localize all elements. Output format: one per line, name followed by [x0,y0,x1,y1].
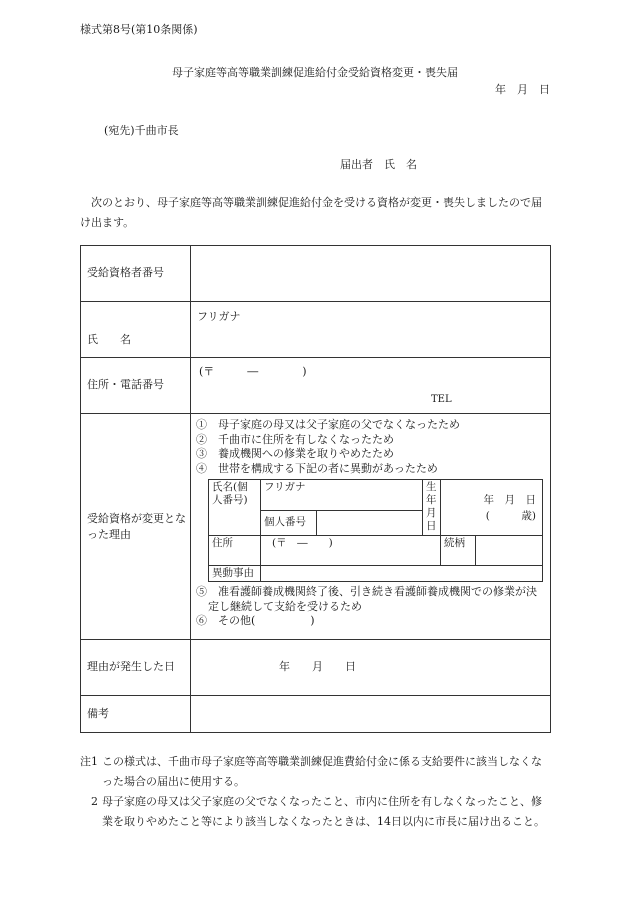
name-label: 氏 名 [81,302,191,358]
member-birth-field[interactable] [441,480,543,536]
row-cert-number [81,246,551,302]
occurrence-date-field[interactable] [191,640,551,696]
member-birth-date: 年 月 日 [483,493,536,506]
note-1-text: この様式は、千曲市母子家庭等高等職業訓練促進費給付金に係る支給要件に該当しなくなった場合の届出に使用する。 [102,755,542,788]
member-my-number-field[interactable] [317,511,423,536]
reason-item-6[interactable]: ⑥ その他( ) [196,614,315,628]
member-relation-label: 続柄 [441,536,476,566]
reason-label: 受給資格が変更となった理由 [81,414,191,640]
cert-number-label: 受給資格者番号 [81,246,191,302]
form-date: 年 月 日 [495,83,550,96]
reason-item-5[interactable]: ⑤ 准看護師養成機関終了後、引き続き看護師養成機関での修業が決定し継続して支給を受けるため [196,585,537,613]
member-birth-label: 生年月日 [423,480,441,536]
household-member-table [208,479,543,582]
member-change-reason-label: 異動事由 [209,566,261,582]
member-my-number-label: 個人番号 [261,511,317,536]
occurrence-date-fields: 年 月 日 [279,660,356,674]
member-furigana-field[interactable] [261,480,423,511]
note-2 [80,792,552,832]
member-furigana-label: フリガナ [264,481,306,493]
address-field[interactable] [191,358,551,414]
application-form-table [80,245,551,733]
form-title: 母子家庭等高等職業訓練促進給付金受給資格変更・喪失届 [172,66,458,79]
addressee: (宛先)千曲市長 [104,124,179,137]
member-change-reason-field[interactable] [261,566,543,582]
member-address-postal: (〒 ― ) [272,537,333,549]
row-address [81,358,551,414]
cert-number-field[interactable] [191,246,551,302]
remarks-field[interactable] [191,696,551,733]
reason-item-3[interactable]: ③ 養成機関への修業を取りやめたため [196,447,394,460]
note-1-number: 注1 [80,755,98,768]
member-age: ( 歳) [485,509,536,522]
note-2-number: 2 [91,795,98,808]
note-1 [80,752,552,792]
address-postal: (〒 ― ) [199,365,307,378]
row-occurrence-date [81,640,551,696]
row-name [81,302,551,358]
member-name-label: 氏名(個人番号) [209,480,261,536]
member-address-label: 住所 [209,536,261,566]
remarks-label: 備考 [81,696,191,733]
reason-item-2[interactable]: ② 千曲市に住所を有しなくなったため [196,432,394,446]
occurrence-date-label: 理由が発生した日 [81,640,191,696]
reason-item-4[interactable]: ④ 世帯を構成する下記の者に異動があったため [196,461,438,475]
intro-text: 次のとおり、母子家庭等高等職業訓練促進給付金を受ける資格が変更・喪失しましたので届け出ます。 [80,196,542,229]
reason-item-1[interactable]: ① 母子家庭の母又は父子家庭の父でなくなったため [196,418,460,431]
reason-field [191,414,551,640]
note-2-text: 母子家庭の母又は父子家庭の父でなくなったこと、市内に住所を有しなくなったこと、修業を取りやめたこと等により該当しなくなったときは、14日以内に市長に届け出ること。 [102,795,545,828]
tel-label: TEL [431,394,452,405]
name-field[interactable] [191,302,551,358]
applicant-name-label: 届出者 氏 名 [340,158,417,171]
member-relation-field[interactable] [476,536,543,566]
member-address-field[interactable] [261,536,441,566]
row-reason [81,414,551,640]
address-label: 住所・電話番号 [81,358,191,414]
name-furigana-label: フリガナ [197,310,241,323]
notes [80,752,552,832]
form-number: 様式第8号(第10条関係) [80,23,198,36]
row-remarks [81,696,551,733]
